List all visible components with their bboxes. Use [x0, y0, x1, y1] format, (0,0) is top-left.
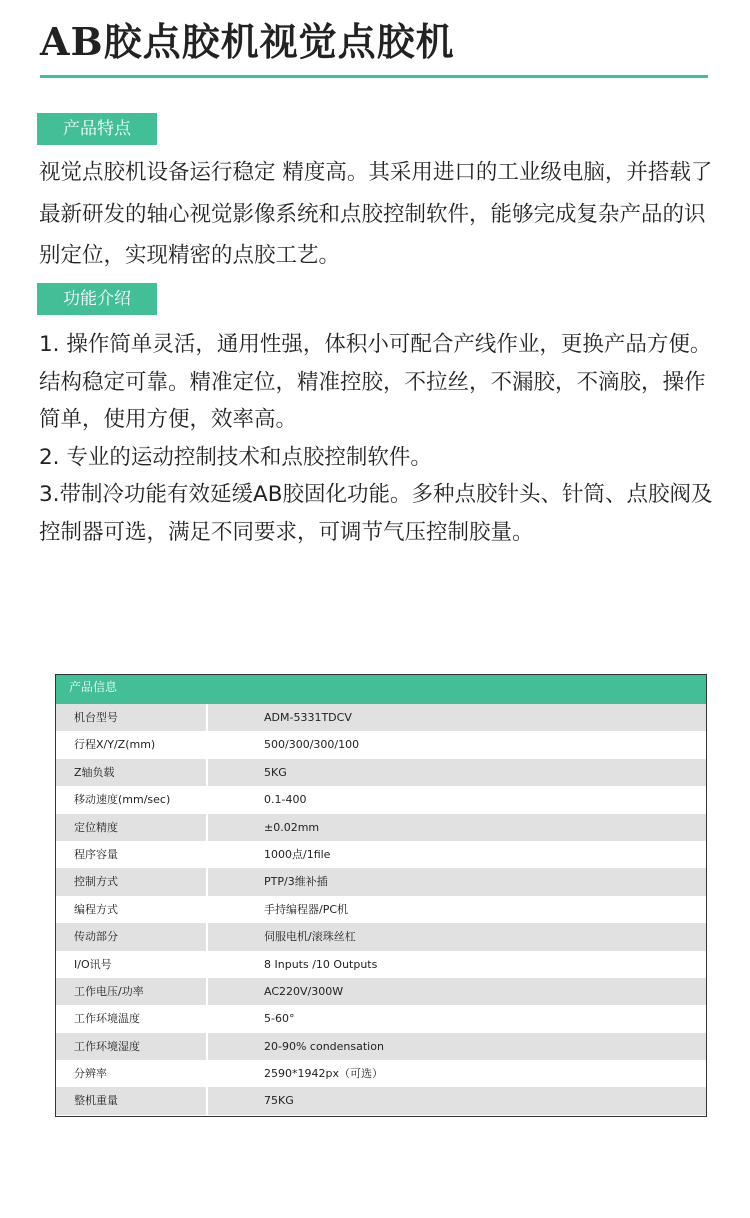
- column-divider: [206, 1060, 208, 1087]
- spec-table-title: 产品信息: [56, 675, 706, 704]
- spec-value: 75KG: [264, 1094, 294, 1108]
- spec-key: 程序容量: [74, 847, 118, 861]
- spec-value: 5-60°: [264, 1012, 295, 1026]
- table-row: [56, 814, 706, 841]
- table-row: [56, 1033, 706, 1060]
- column-divider: [206, 896, 208, 923]
- spec-value: 5KG: [264, 765, 287, 779]
- spec-value: ±0.02mm: [264, 820, 320, 834]
- spec-key: Z轴负载: [74, 765, 115, 779]
- spec-key: I/O讯号: [74, 957, 112, 971]
- spec-key: 定位精度: [74, 820, 118, 834]
- page-title: AB胶点胶机视觉点胶机: [40, 19, 455, 64]
- function-item-2: 2. 专业的运动控制技术和点胶控制软件。: [39, 444, 432, 470]
- table-row: [56, 1087, 706, 1114]
- table-row: [56, 731, 706, 758]
- column-divider: [206, 923, 208, 950]
- column-divider: [206, 759, 208, 786]
- spec-key: 工作环境湿度: [74, 1039, 140, 1053]
- column-divider: [206, 951, 208, 978]
- spec-key: 传动部分: [74, 930, 118, 944]
- table-row: [56, 923, 706, 950]
- spec-value: AC220V/300W: [264, 984, 344, 998]
- column-divider: [206, 1005, 208, 1032]
- table-row: [56, 1060, 706, 1087]
- spec-value: 2590*1942px（可选）: [264, 1067, 383, 1081]
- spec-value: ADM-5331TDCV: [264, 711, 352, 724]
- column-divider: [206, 841, 208, 868]
- section-tag-functions: 功能介绍: [37, 283, 157, 315]
- column-divider: [206, 1033, 208, 1060]
- spec-value: 手持编程器/PC机: [264, 902, 349, 916]
- function-item-1: 1. 操作简单灵活，通用性强，体积小可配合产线作业，更换产品方便。结构稳定可靠。精准定位，精准控胶，不拉丝，不漏胶，不滴胶，操作简单，使用方便，效率高。: [39, 332, 712, 432]
- table-row: [56, 896, 706, 923]
- table-row: [56, 841, 706, 868]
- spec-key: 分辨率: [74, 1067, 107, 1081]
- title-divider: [40, 75, 708, 78]
- spec-key: 控制方式: [74, 875, 118, 889]
- spec-key: 工作电压/功率: [74, 984, 144, 998]
- column-divider: [206, 704, 208, 731]
- table-row: [56, 978, 706, 1005]
- spec-key: 编程方式: [74, 902, 118, 916]
- spec-table: [55, 674, 707, 1117]
- section-tag-features: 产品特点: [37, 113, 157, 145]
- features-paragraph: 视觉点胶机设备运行稳定 精度高。其采用进口的工业级电脑，并搭载了最新研发的轴心视觉影像系统和点胶控制软件，能够完成复杂产品的识别定位，实现精密的点胶工艺。: [39, 160, 713, 268]
- spec-table-body: [56, 704, 706, 1115]
- column-divider: [206, 1087, 208, 1114]
- table-row: [56, 786, 706, 813]
- column-divider: [206, 868, 208, 895]
- spec-key: 移动速度(mm/sec): [74, 793, 171, 807]
- table-row: [56, 868, 706, 895]
- column-divider: [206, 731, 208, 758]
- column-divider: [206, 814, 208, 841]
- function-item-3: 3.带制冷功能有效延缓AB胶固化功能。多种点胶针头、针筒、点胶阀及控制器可选，满足不同要求，可调节气压控制胶量。: [39, 482, 713, 545]
- spec-value: 20-90% condensation: [264, 1039, 384, 1053]
- spec-value: 8 Inputs /10 Outputs: [264, 957, 378, 971]
- column-divider: [206, 786, 208, 813]
- functions-list: [39, 326, 719, 551]
- table-row: [56, 759, 706, 786]
- spec-value: 伺服电机/滚珠丝杠: [264, 930, 356, 944]
- spec-key: 机台型号: [74, 711, 118, 724]
- spec-value: 0.1-400: [264, 793, 307, 807]
- spec-key: 行程X/Y/Z(mm): [74, 738, 156, 752]
- spec-key: 整机重量: [74, 1094, 118, 1108]
- table-row: [56, 1005, 706, 1032]
- spec-value: 500/300/300/100: [264, 738, 360, 752]
- column-divider: [206, 978, 208, 1005]
- spec-value: PTP/3维补插: [264, 875, 328, 889]
- table-row: [56, 951, 706, 978]
- spec-value: 1000点/1file: [264, 847, 331, 861]
- table-row: [56, 704, 706, 731]
- spec-key: 工作环境温度: [74, 1012, 140, 1026]
